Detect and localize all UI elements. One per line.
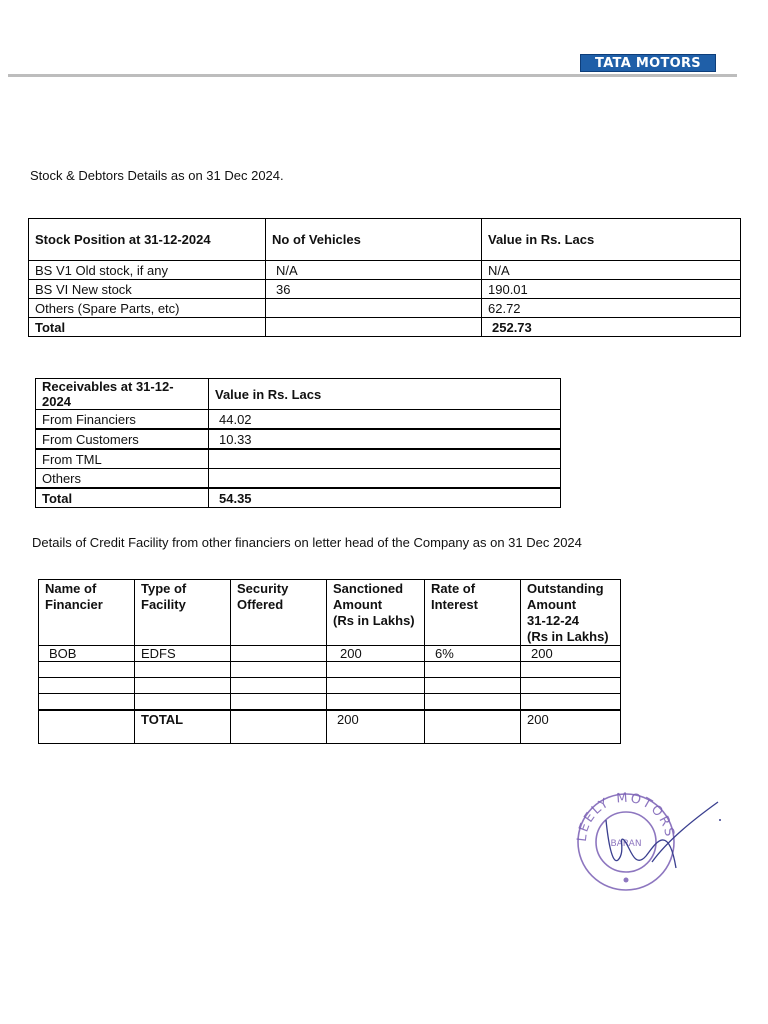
- header-cell: Receivables at 31-12-2024: [36, 379, 209, 410]
- header-cell: No of Vehicles: [266, 219, 482, 261]
- header-line: Offered: [237, 597, 284, 612]
- table-cell: [231, 662, 327, 678]
- table-cell: Total: [29, 318, 266, 337]
- table-header-row: [36, 379, 561, 410]
- table-cell: BS V1 Old stock, if any: [29, 261, 266, 280]
- table-cell: 6%: [425, 646, 521, 662]
- company-stamp-signature: [568, 780, 728, 900]
- header-line: Interest: [431, 597, 478, 612]
- table-cell: 190.01: [482, 280, 741, 299]
- table-cell: 44.02: [209, 410, 561, 430]
- table-row: [39, 662, 621, 678]
- table-row: [29, 299, 741, 318]
- table-cell: [425, 662, 521, 678]
- table-cell: [209, 469, 561, 489]
- header-cell: Value in Rs. Lacs: [209, 379, 561, 410]
- table-cell: N/A: [266, 261, 482, 280]
- table-cell: EDFS: [135, 646, 231, 662]
- header-cell: [231, 580, 327, 646]
- table-total-row: [29, 318, 741, 337]
- table-cell: [135, 678, 231, 694]
- header-cell: [39, 580, 135, 646]
- table-cell: 200: [327, 710, 425, 744]
- table-row: [36, 449, 561, 469]
- table-total-row: [39, 710, 621, 744]
- table-cell: [521, 678, 621, 694]
- table-cell: [231, 710, 327, 744]
- signature-dot: [719, 819, 721, 821]
- table-cell: [39, 694, 135, 711]
- header-line: Security: [237, 581, 289, 596]
- stamp-ring-text: LEELY MOTORS: [574, 790, 677, 843]
- stamp-dot: [624, 878, 629, 883]
- table-row: [29, 280, 741, 299]
- credit-section-title: Details of Credit Facility from other financiers on letter head of the Company as on 31 Dec 2024: [32, 535, 582, 550]
- table-cell: [209, 449, 561, 469]
- table-cell: [266, 299, 482, 318]
- table-cell: From TML: [36, 449, 209, 469]
- header-line: Amount: [333, 597, 383, 612]
- table-cell: [231, 678, 327, 694]
- header-cell: Stock Position at 31-12-2024: [29, 219, 266, 261]
- table-cell: Others (Spare Parts, etc): [29, 299, 266, 318]
- tata-motors-logo: [580, 54, 716, 72]
- table-row: [36, 429, 561, 449]
- header-divider: [8, 74, 737, 77]
- table-cell: [327, 694, 425, 711]
- table-cell: [521, 662, 621, 678]
- table-row: [36, 410, 561, 430]
- header-line: (Rs in Lakhs): [527, 629, 609, 644]
- stock-position-table: [28, 218, 741, 337]
- table-cell: [231, 646, 327, 662]
- header-line: Name of: [45, 581, 97, 596]
- table-total-row: [36, 488, 561, 508]
- receivables-table: [35, 378, 561, 508]
- table-row: [39, 694, 621, 711]
- table-cell: From Customers: [36, 429, 209, 449]
- table-row: [36, 469, 561, 489]
- header-line: Type of: [141, 581, 187, 596]
- table-cell: [425, 694, 521, 711]
- table-cell: Others: [36, 469, 209, 489]
- table-cell: [327, 662, 425, 678]
- table-cell: [231, 694, 327, 711]
- table-cell: From Financiers: [36, 410, 209, 430]
- header-line: Amount: [527, 597, 577, 612]
- table-cell: [521, 694, 621, 711]
- table-cell: [425, 678, 521, 694]
- header-cell: [521, 580, 621, 646]
- table-cell: 10.33: [209, 429, 561, 449]
- table-cell: [266, 318, 482, 337]
- table-cell: 200: [521, 646, 621, 662]
- header-line: Rate of: [431, 581, 476, 596]
- credit-facility-table: [38, 579, 621, 744]
- stamp-center-text: BARAN: [610, 839, 642, 849]
- table-cell: [425, 710, 521, 744]
- header-line: 31-12-24: [527, 613, 580, 628]
- table-cell: 200: [327, 646, 425, 662]
- logo-text: TATA MOTORS: [595, 55, 701, 71]
- header-cell: [425, 580, 521, 646]
- table-header-row: [39, 580, 621, 646]
- table-cell: Total: [36, 488, 209, 508]
- table-cell: 252.73: [482, 318, 741, 337]
- header-cell: [135, 580, 231, 646]
- table-cell: 54.35: [209, 488, 561, 508]
- header-line: Outstanding: [527, 581, 604, 596]
- table-cell: BOB: [39, 646, 135, 662]
- header-line: Facility: [141, 597, 186, 612]
- page-title: Stock & Debtors Details as on 31 Dec 2024.: [30, 168, 284, 183]
- table-cell: [135, 694, 231, 711]
- table-cell: [39, 710, 135, 744]
- table-cell: BS VI New stock: [29, 280, 266, 299]
- table-cell: [135, 662, 231, 678]
- table-cell: TOTAL: [135, 710, 231, 744]
- table-cell: 62.72: [482, 299, 741, 318]
- header-line: Sanctioned: [333, 581, 404, 596]
- table-cell: [39, 678, 135, 694]
- header-line: Financier: [45, 597, 103, 612]
- table-cell: [39, 662, 135, 678]
- table-row: [39, 646, 621, 662]
- table-cell: 36: [266, 280, 482, 299]
- table-row: [39, 678, 621, 694]
- header-line: (Rs in Lakhs): [333, 613, 415, 628]
- header-cell: [327, 580, 425, 646]
- table-cell: [327, 678, 425, 694]
- table-cell: N/A: [482, 261, 741, 280]
- table-header-row: [29, 219, 741, 261]
- table-cell: 200: [521, 710, 621, 744]
- table-row: [29, 261, 741, 280]
- header-cell: Value in Rs. Lacs: [482, 219, 741, 261]
